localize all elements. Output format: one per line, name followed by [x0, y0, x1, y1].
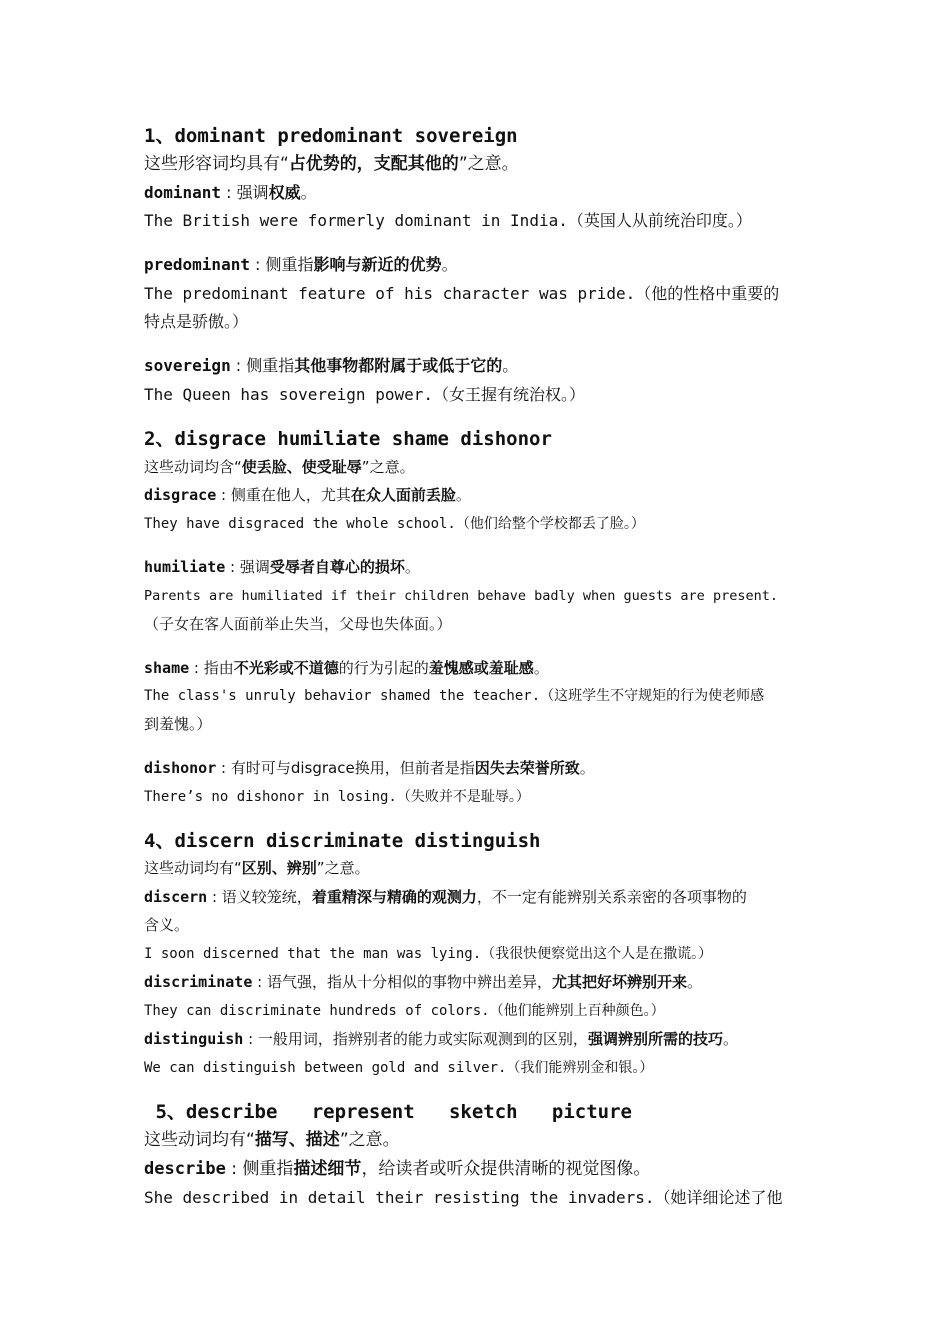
term: disgrace	[144, 486, 217, 504]
definition-discern	[144, 889, 810, 906]
definition-emphasis-2: 羞愧感或羞耻感	[428, 659, 534, 677]
definition-end: 。	[533, 659, 549, 677]
definition-text: : 强调	[225, 558, 270, 576]
definition-predominant	[144, 256, 810, 274]
example-discern: I soon discerned that the man was lying.（我很快便察觉出这个人是在撒谎。）	[144, 946, 713, 962]
section-4-heading: 4、discern discriminate distinguish	[144, 830, 541, 852]
example-describe: She described in detail their resisting the invaders.（她详细论述了他	[144, 1188, 783, 1207]
intro-emphasis: 描写、描述	[254, 1130, 340, 1150]
example-dishonor: There’s no dishonor in losing.（失败并不是耻辱。）	[144, 789, 530, 805]
term: dishonor	[144, 759, 217, 777]
section-1-intro	[144, 155, 810, 175]
example-humiliate-line-2: （子女在客人面前举止失当，父母也失体面。）	[144, 615, 452, 633]
term: predominant	[144, 255, 250, 274]
definition-emphasis: 描述细节	[293, 1159, 362, 1179]
definition-end: ，不一定有能辨别关系亲密的各项事物的	[476, 888, 747, 906]
definition-end: 。	[404, 558, 420, 576]
term: discriminate	[144, 973, 253, 991]
definition-emphasis: 强调辨别所需的技巧	[587, 1030, 723, 1048]
section-4-intro	[144, 860, 810, 877]
example-sovereign: The Queen has sovereign power.（女王握有统治权。）	[144, 385, 585, 404]
definition-sovereign	[144, 357, 810, 375]
section-2-heading: 2、disgrace humiliate shame dishonor	[144, 428, 552, 450]
section-2-intro	[144, 459, 810, 476]
intro-text: 这些动词均有“	[144, 1130, 255, 1150]
definition-end: 。	[441, 255, 458, 274]
definition-text: : 强调	[221, 183, 269, 202]
example-humiliate-line-1: Parents are humiliated if their children behave badly when guests are present.	[144, 588, 778, 604]
section-1-heading: 1、dominant predominant sovereign	[144, 125, 518, 147]
definition-emphasis: 因失去荣誉所致	[474, 759, 580, 777]
intro-text-end: ”之意。	[361, 458, 415, 476]
definition-text-mid: 的行为引起的	[338, 659, 429, 677]
definition-discriminate	[144, 974, 810, 991]
definition-emphasis: 受辱者自尊心的损坏	[269, 558, 405, 576]
intro-emphasis: 使丢脸、使受耻辱	[241, 458, 362, 476]
term: sovereign	[144, 356, 231, 375]
definition-text: : 一般用词，指辨别者的能力或实际观测到的区别，	[243, 1030, 588, 1048]
term: discern	[144, 888, 208, 906]
definition-end: 。	[455, 486, 471, 504]
intro-emphasis: 区别、辨别	[241, 859, 317, 877]
definition-emphasis: 不光彩或不道德	[233, 659, 339, 677]
definition-text: : 语气强，指从十分相似的事物中辨出差异，	[252, 973, 552, 991]
example-distinguish: We can distinguish between gold and silver.（我们能辨别金和银。）	[144, 1060, 654, 1076]
definition-dominant	[144, 184, 810, 202]
definition-text: : 侧重指	[230, 356, 295, 375]
definition-end: 。	[502, 356, 519, 375]
example-predominant-line-1: The predominant feature of his character was pride.（他的性格中重要的	[144, 284, 780, 303]
definition-text: : 侧重指	[225, 1159, 294, 1179]
definition-emphasis: 着重精深与精确的观测力	[311, 888, 477, 906]
intro-text: 这些形容词均具有“	[144, 154, 289, 174]
section-5-intro	[144, 1131, 810, 1151]
definition-text: : 有时可与disgrace换用，但前者是指	[216, 759, 475, 777]
definition-dishonor	[144, 760, 810, 777]
term: humiliate	[144, 558, 226, 576]
definition-emphasis: 在众人面前丢脸	[350, 486, 456, 504]
definition-text: : 语义较笼统，	[207, 888, 312, 906]
definition-text: : 侧重在他人，尤其	[216, 486, 351, 504]
definition-shame	[144, 660, 810, 677]
intro-text: 这些动词均有“	[144, 859, 242, 877]
definition-humiliate	[144, 559, 810, 576]
example-shame-line-2: 到羞愧。）	[144, 715, 212, 733]
definition-text: : 指由	[189, 659, 234, 677]
definition-emphasis: 权威	[268, 183, 301, 202]
term: dominant	[144, 183, 222, 202]
intro-text-end: ”之意。	[339, 1130, 400, 1150]
example-disgrace: They have disgraced the whole school.（他们给整个学校都丢了脸。）	[144, 516, 645, 532]
example-dominant: The British were formerly dominant in India.（英国人从前统治印度。）	[144, 211, 752, 230]
term: shame	[144, 659, 190, 677]
definition-emphasis: 其他事物都附属于或低于它的	[294, 356, 503, 375]
example-shame-line-1: The class's unruly behavior shamed the teacher.（这班学生不守规矩的行为使老师感	[144, 688, 765, 704]
intro-text-end: ”之意。	[316, 859, 370, 877]
definition-end: 。	[722, 1030, 738, 1048]
intro-text-end: ”之意。	[458, 154, 519, 174]
definition-end: ，给读者或听众提供清晰的视觉图像。	[361, 1159, 651, 1179]
example-predominant-line-2: 特点是骄傲。）	[144, 312, 249, 331]
section-5-heading: 5、describe represent sketch picture	[144, 1101, 632, 1123]
example-discriminate: They can discriminate hundreds of colors.（他们能辨别上百种颜色。）	[144, 1003, 665, 1019]
definition-describe	[144, 1160, 810, 1180]
definition-end: 。	[300, 183, 317, 202]
definition-emphasis: 影响与新近的优势	[313, 255, 442, 274]
term: describe	[144, 1159, 226, 1179]
term: distinguish	[144, 1030, 244, 1048]
intro-text: 这些动词均含“	[144, 458, 242, 476]
definition-distinguish	[144, 1031, 810, 1048]
definition-text: : 侧重指	[249, 255, 314, 274]
definition-emphasis: 尤其把好坏辨别开来	[551, 973, 687, 991]
definition-end: 。	[579, 759, 595, 777]
definition-end: 。	[686, 973, 702, 991]
definition-discern-line-2: 含义。	[144, 916, 190, 934]
definition-disgrace	[144, 487, 810, 504]
intro-emphasis: 占优势的，支配其他的	[288, 154, 459, 174]
